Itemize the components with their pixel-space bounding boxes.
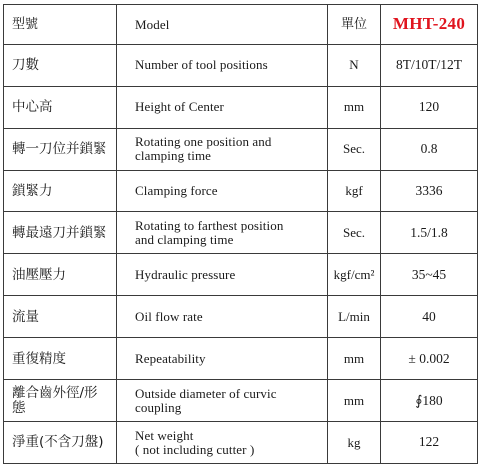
spec-label-en bbox=[117, 380, 328, 422]
spec-label-en bbox=[117, 338, 328, 380]
header-unit: 單位 bbox=[328, 5, 381, 45]
spec-label-zh: 轉一刀位并鎖緊 bbox=[4, 128, 117, 170]
table-row bbox=[4, 212, 478, 254]
spec-unit: mm bbox=[328, 380, 381, 422]
spec-label-en bbox=[117, 128, 328, 170]
spec-label-zh: 中心高 bbox=[4, 86, 117, 128]
spec-value: 3336 bbox=[381, 170, 478, 212]
spec-value: 40 bbox=[381, 296, 478, 338]
header-zh: 型號 bbox=[4, 5, 117, 45]
spec-value: 0.8 bbox=[381, 128, 478, 170]
spec-label-zh: 淨重(不含刀盤) bbox=[4, 422, 117, 464]
spec-label-en bbox=[117, 44, 328, 86]
spec-unit: kgf/cm² bbox=[328, 254, 381, 296]
spec-label-en-line: Clamping force bbox=[135, 183, 218, 199]
spec-label-en bbox=[117, 422, 328, 464]
spec-unit: N bbox=[328, 44, 381, 86]
spec-label-en-line: clamping time bbox=[135, 148, 212, 164]
spec-label-zh: 流量 bbox=[4, 296, 117, 338]
spec-unit: kgf bbox=[328, 170, 381, 212]
header-model: MHT-240 bbox=[381, 5, 478, 45]
spec-value: 120 bbox=[381, 86, 478, 128]
spec-label-en-line: Height of Center bbox=[135, 99, 224, 115]
header-en: Model bbox=[117, 5, 328, 45]
spec-label-en-line: and clamping time bbox=[135, 231, 234, 247]
spec-label-zh: 轉最遠刀并鎖緊 bbox=[4, 212, 117, 254]
header-row bbox=[4, 5, 478, 45]
table-row bbox=[4, 254, 478, 296]
spec-table bbox=[3, 4, 478, 464]
spec-label-en-line: Hydraulic pressure bbox=[135, 267, 236, 283]
spec-label-en-line: Outside diameter of curvic bbox=[135, 385, 277, 401]
table-row bbox=[4, 170, 478, 212]
spec-label-en-line: Repeatability bbox=[135, 350, 206, 366]
spec-label-en-line: Rotating to farthest position bbox=[135, 218, 284, 234]
spec-value: 35~45 bbox=[381, 254, 478, 296]
spec-label-zh: 離合齒外徑/形態 bbox=[4, 380, 117, 422]
spec-value: 1.5/1.8 bbox=[381, 212, 478, 254]
table-row bbox=[4, 422, 478, 464]
spec-value: ± 0.002 bbox=[381, 338, 478, 380]
table-row bbox=[4, 380, 478, 422]
spec-label-zh: 油壓壓力 bbox=[4, 254, 117, 296]
spec-unit: kg bbox=[328, 422, 381, 464]
spec-label-en bbox=[117, 254, 328, 296]
spec-label-en-line: Oil flow rate bbox=[135, 308, 203, 324]
spec-label-en-line: Rotating one position and bbox=[135, 134, 272, 150]
spec-label-en bbox=[117, 296, 328, 338]
spec-label-en bbox=[117, 86, 328, 128]
spec-label-zh: 重復精度 bbox=[4, 338, 117, 380]
spec-label-en bbox=[117, 170, 328, 212]
spec-value: ∮180 bbox=[381, 380, 478, 422]
table-row bbox=[4, 86, 478, 128]
table-row bbox=[4, 296, 478, 338]
table-row bbox=[4, 128, 478, 170]
spec-unit: L/min bbox=[328, 296, 381, 338]
spec-label-en-line: Net weight bbox=[135, 427, 194, 443]
spec-label-en-line: Number of tool positions bbox=[135, 57, 268, 73]
spec-unit: Sec. bbox=[328, 128, 381, 170]
spec-label-en-line: coupling bbox=[135, 399, 182, 415]
spec-unit: mm bbox=[328, 86, 381, 128]
table-row bbox=[4, 44, 478, 86]
table-row bbox=[4, 338, 478, 380]
spec-value: 8T/10T/12T bbox=[381, 44, 478, 86]
spec-label-zh: 鎖緊力 bbox=[4, 170, 117, 212]
spec-label-en-line: ( not including cutter ) bbox=[135, 441, 255, 457]
spec-label-zh: 刀數 bbox=[4, 44, 117, 86]
spec-label-en bbox=[117, 212, 328, 254]
spec-unit: mm bbox=[328, 338, 381, 380]
spec-unit: Sec. bbox=[328, 212, 381, 254]
spec-value: 122 bbox=[381, 422, 478, 464]
